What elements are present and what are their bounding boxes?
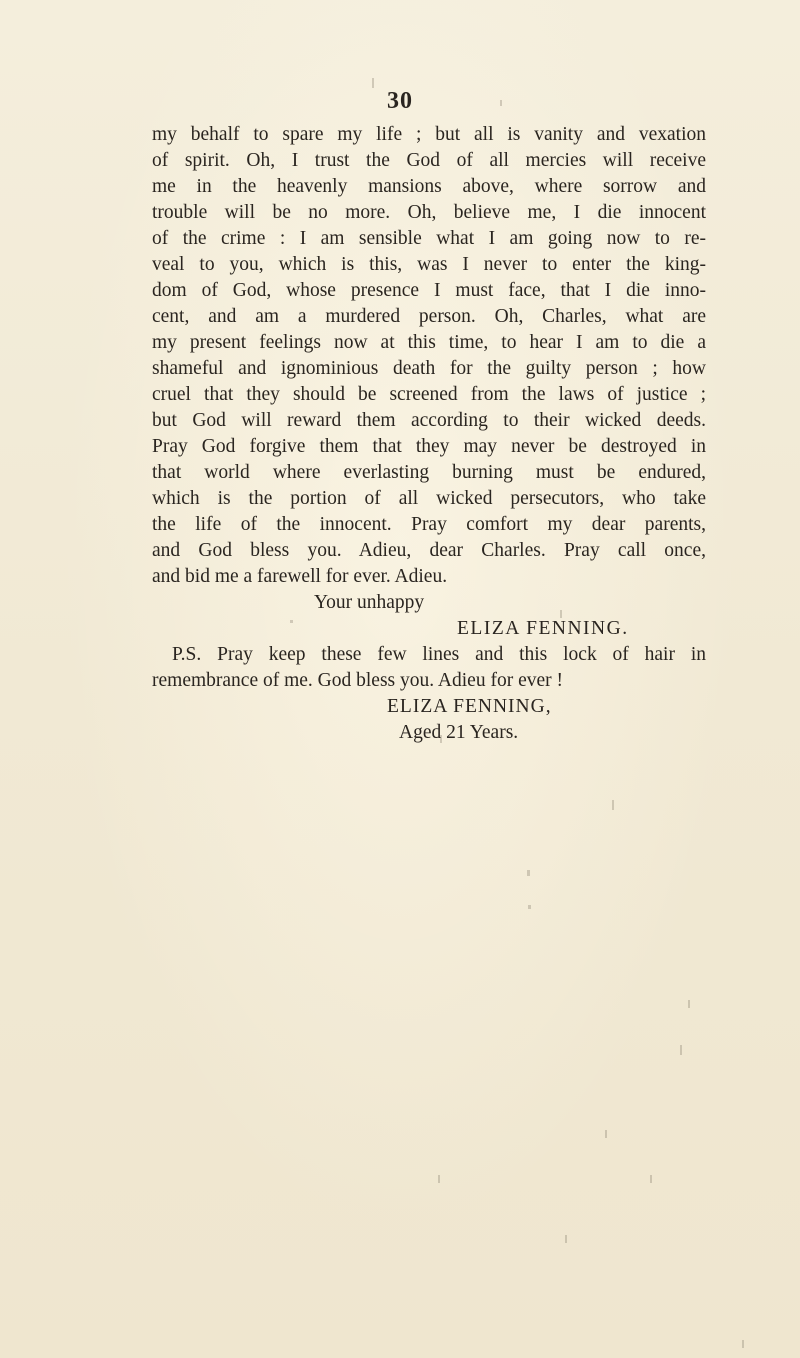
- page-number: 30: [387, 88, 413, 114]
- letter-line: and bid me a farewell for ever. Adieu.: [152, 566, 448, 587]
- letter-line: Pray God forgive them that they may never be destroyed in: [152, 436, 706, 457]
- letter-line: my present feelings now at this time, to hear I am to die a: [152, 332, 706, 353]
- letter-line: which is the portion of all wicked persecutors, who take: [152, 488, 706, 509]
- postscript-line: P.S. Pray keep these few lines and this lock of hair in: [172, 644, 706, 665]
- letter-line: veal to you, which is this, was I never to enter the king-: [152, 254, 706, 275]
- letter-line: of the crime : I am sensible what I am going now to re-: [152, 228, 706, 249]
- letter-line: cent, and am a murdered person. Oh, Charles, what are: [152, 306, 706, 327]
- letter-line: cruel that they should be screened from the laws of justice ;: [152, 384, 706, 405]
- letter-line: dom of God, whose presence I must face, that I die inno-: [152, 280, 706, 301]
- letter-body: [152, 122, 706, 746]
- age-line: Aged 21 Years.: [399, 722, 519, 743]
- letter-line: my behalf to spare my life ; but all is vanity and vexation: [152, 124, 706, 145]
- postscript-line: remembrance of me. God bless you. Adieu for ever !: [152, 670, 563, 691]
- letter-line: but God will reward them according to their wicked deeds.: [152, 410, 706, 431]
- letter-line: the life of the innocent. Pray comfort my dear parents,: [152, 514, 706, 535]
- signature-second: ELIZA FENNING,: [387, 696, 552, 717]
- letter-line: that world where everlasting burning must be endured,: [152, 462, 706, 483]
- letter-line: me in the heavenly mansions above, where sorrow and: [152, 176, 706, 197]
- letter-line: of spirit. Oh, I trust the God of all mercies will receive: [152, 150, 706, 171]
- letter-line: trouble will be no more. Oh, believe me, I die innocent: [152, 202, 706, 223]
- letter-line: and God bless you. Adieu, dear Charles. Pray call once,: [152, 540, 706, 561]
- letter-line: shameful and ignominious death for the guilty person ; how: [152, 358, 706, 379]
- signature: ELIZA FENNING.: [457, 618, 629, 639]
- closing-line: Your unhappy: [314, 592, 425, 613]
